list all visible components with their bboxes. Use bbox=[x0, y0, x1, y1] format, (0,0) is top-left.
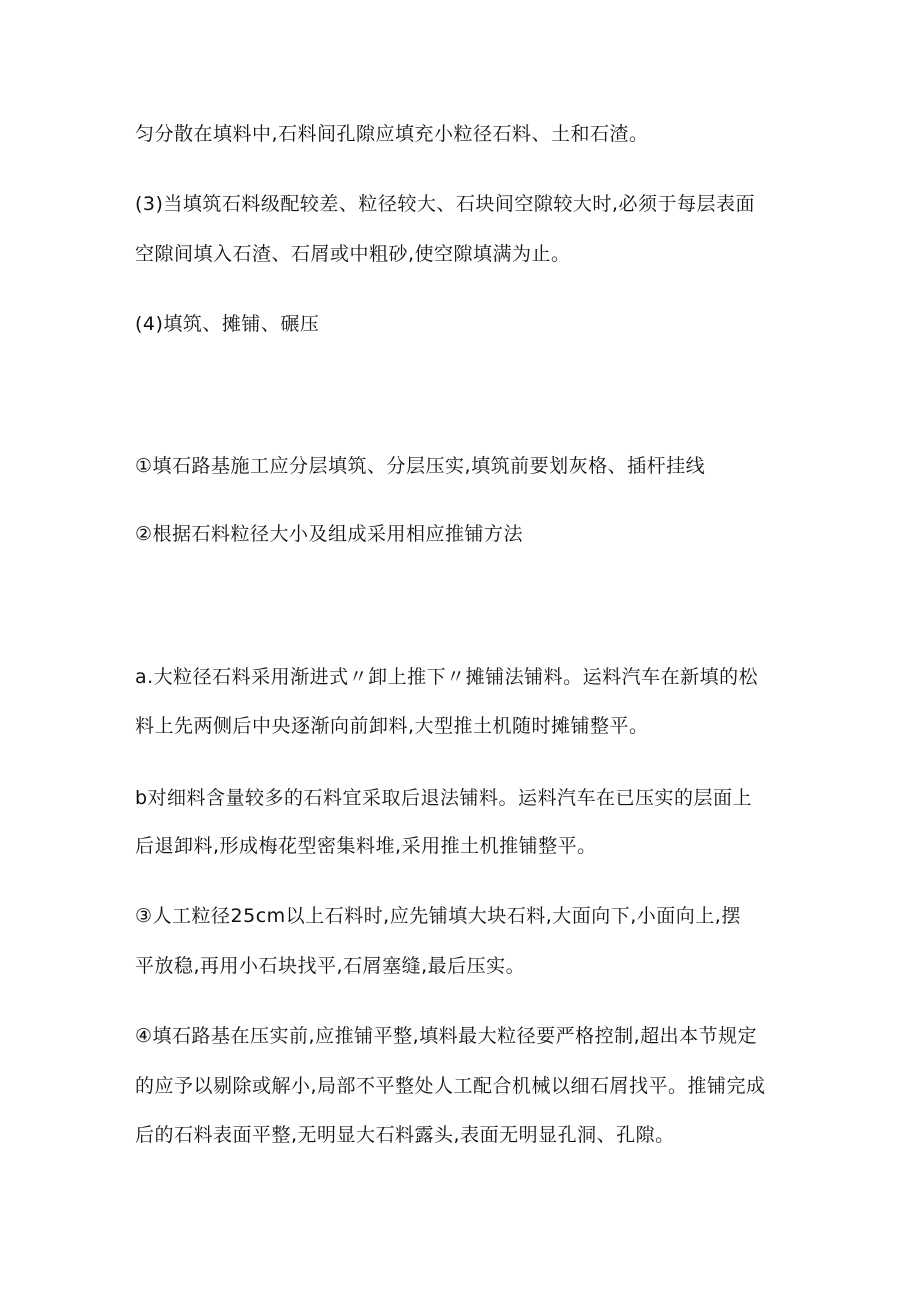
paragraph-line: 匀分散在填料中,石料间孔隙应填充小粒径石料、土和石渣。 bbox=[135, 123, 649, 145]
paragraph-line: ①填石路基施工应分层填筑、分层压实,填筑前要划灰格、插杆挂线 bbox=[135, 455, 706, 477]
paragraph-line: 料上先两侧后中央逐渐向前卸料,大型推土机随时摊铺整平。 bbox=[135, 715, 649, 737]
paragraph-line: 平放稳,再用小石块找平,石屑塞缝,最后压实。 bbox=[135, 955, 526, 977]
paragraph-line: ③人工粒径25cm以上石料时,应先铺填大块石料,大面向下,小面向上,摆 bbox=[135, 905, 741, 927]
section-heading: (4)填筑、摊铺、碾压 bbox=[135, 313, 320, 335]
paragraph-line: b对细料含量较多的石料宜采取后退法铺料。运料汽车在已压实的层面上 bbox=[135, 787, 753, 809]
paragraph-line: 后退卸料,形成梅花型密集料堆,采用推土机推铺整平。 bbox=[135, 835, 597, 857]
paragraph-line: ④填石路基在压实前,应推铺平整,填料最大粒径要严格控制,超出本节规定 bbox=[135, 1025, 758, 1047]
paragraph-line: a.大粒径石料采用渐进式〃卸上推下〃摊铺法铺料。运料汽车在新填的松 bbox=[135, 666, 759, 688]
paragraph-line: 后的石料表面平整,无明显大石料露头,表面无明显孔洞、孔隙。 bbox=[135, 1124, 675, 1146]
paragraph-line: ②根据石料粒径大小及组成采用相应推铺方法 bbox=[135, 523, 524, 545]
paragraph-line: 空隙间填入石渣、石屑或中粗砂,使空隙填满为止。 bbox=[135, 243, 571, 265]
paragraph-line: (3)当填筑石料级配较差、粒径较大、石块间空隙较大时,必须于每层表面 bbox=[135, 193, 755, 215]
paragraph-line: 的应予以剔除或解小,局部不平整处人工配合机械以细石屑找平。推铺完成 bbox=[135, 1075, 766, 1097]
